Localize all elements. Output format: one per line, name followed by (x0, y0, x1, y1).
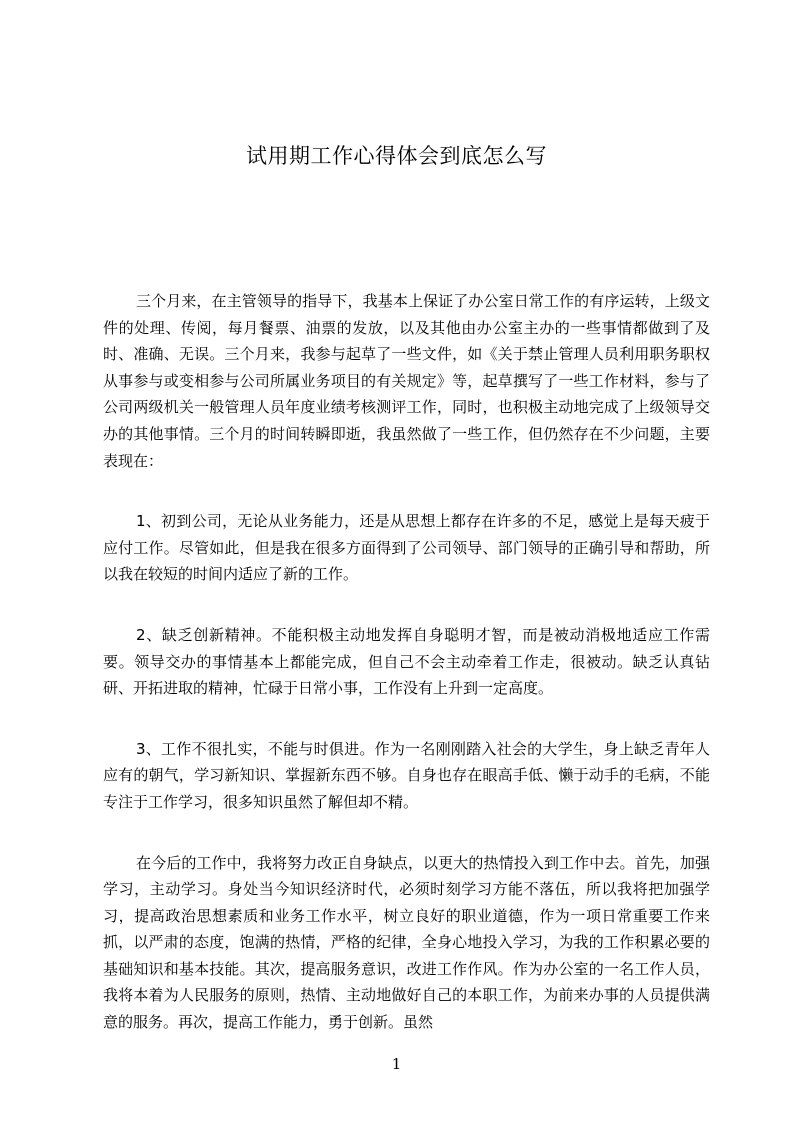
paragraph-point-1: 1、初到公司，无论从业务能力，还是从思想上都存在许多的不足，感觉上是每天疲于应付工作。尽管如此，但是我在很多方面得到了公司领导、部门领导的正确引导和帮助，所以我在较短的时间内适应了新的工作。 (103, 512, 710, 584)
document-title: 试用期工作心得体会到底怎么写 (246, 144, 547, 168)
paragraph-future-plan: 在今后的工作中，我将努力改正自身缺点，以更大的热情投入到工作中去。首先，加强学习，主动学习。身处当今知识经济时代，必须时刻学习方能不落伍，所以我将把加强学习，提高政治思想素质和业务工作水平，树立良好的职业道德，作为一项日常重要工作来抓，以严肃的态度，饱满的热情，严格的纪律，全身心地投入学习，为我的工作积累必要的基础知识和基本技能。其次，提高服务意识，改进工作作风。作为办公室的一名工作人员，我将本着为人民服务的原则，热情、主动地做好自己的本职工作，为前来办事的人员提供满意的服务。再次，提高工作能力，勇于创新。虽然 (103, 853, 710, 1032)
paragraph-point-3: 3、工作不很扎实，不能与时俱进。作为一名刚刚踏入社会的大学生，身上缺乏青年人应有的朝气，学习新知识、掌握新东西不够。自身也存在眼高手低、懒于动手的毛病，不能专注于工作学习，很多知识虽然了解但却不精。 (103, 739, 710, 811)
document-body (103, 288, 710, 1070)
paragraph-intro: 三个月来，在主管领导的指导下，我基本上保证了办公室日常工作的有序运转，上级文件的处理、传阅，每月餐票、油票的发放，以及其他由办公室主办的一些事情都做到了及时、准确、无误。三个月来，我参与起草了一些文件，如《关于禁止管理人员利用职务职权从事参与或变相参与公司所属业务项目的有关规定》等，起草撰写了一些工作材料，参与了公司两级机关一般管理人员年度业绩考核测评工作，同时，也积极主动地完成了上级领导交办的其他事情。三个月的时间转瞬即逝，我虽然做了一些工作，但仍然存在不少问题，主要表现在： (103, 292, 710, 470)
page-number: 1 (391, 1055, 402, 1073)
paragraph-point-2: 2、缺乏创新精神。不能积极主动地发挥自身聪明才智，而是被动消极地适应工作需要。领导交办的事情基本上都能完成，但自己不会主动牵着工作走，很被动。缺乏认真钻研、开拓进取的精神，忙碌于日常小事，工作没有上升到一定高度。 (103, 625, 710, 698)
